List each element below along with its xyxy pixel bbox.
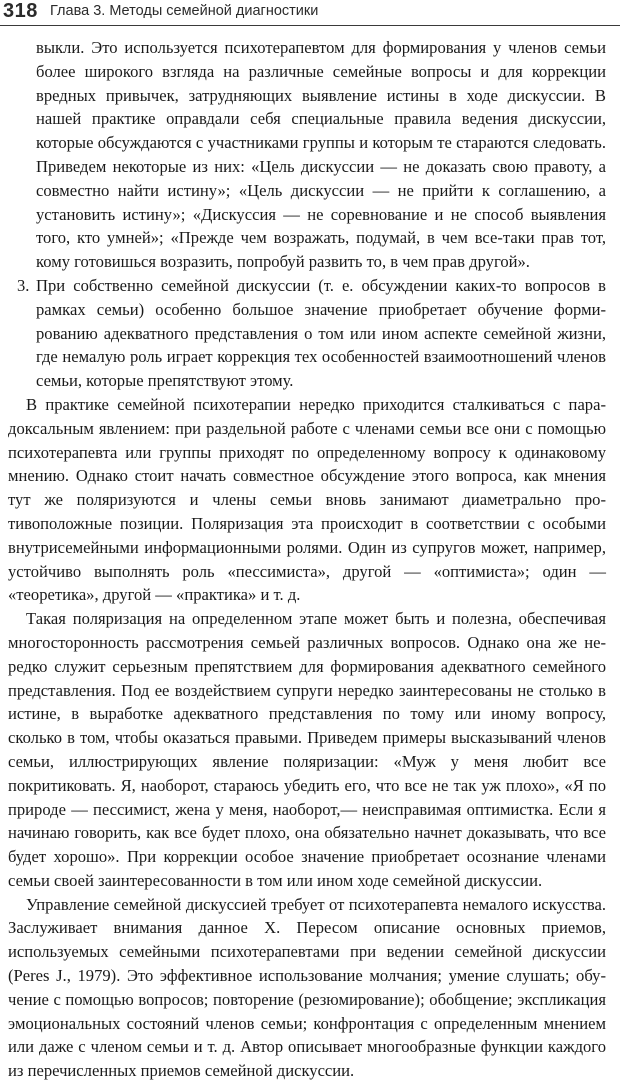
paragraph: В практике семейной психотерапии нередко приходится сталкиваться с парадоксальным явлением: при раздельной работе с членами семьи все они с помощью психотерапевта или группы приходят по определенному вопросу к одинаковому мнению. Однако стоит начать совместное обсуждение этого вопроса, как мнения тут же поляризуются и члены семьи вновь занимают диаметрально противоположные позиции. Поляризация эта происходит в соответствии с особыми внутрисемейными информационными ролями. Один из супругов может, например, устойчиво выполнять роль «пессимиста», другой — «оптимиста»; один — «теоретика», другой — «практика» и т. д.: [8, 394, 606, 605]
page-body: [8, 36, 606, 1083]
paragraph: Такая поляризация на определенном этапе может быть и полезна, обеспечивая многосторонность рассмотрения семьей различных вопросов. Однако она же нередко служит серьезным препятствием для формирования адекватного семейного представления. Под ее воздействием супруги нередко заинтересованы не столько в истине, в выработке адекватного представления по тому или иному вопросу, сколько в том, чтобы оказаться правыми. Приведем примеры высказываний членов семьи, иллюстрирующих явление поляризации: «Муж у меня любит все покритиковать. Я, наоборот, стараюсь убедить его, что все не так уж плохо», «Я по природе — пессимист, жена у меня, наоборот,— неисправимая оптимистка. Если я начинаю говорить, как все будет плохо, она обязательно начнет доказывать, что все будет хорошо». При коррекции особое значение приобретает осознание членами семьи своей заинтересованности в том или ином ходе семейной дискуссии.: [8, 609, 606, 890]
running-head: Глава 3. Методы семейной диагностики: [50, 3, 319, 19]
list-item-3: [8, 274, 606, 393]
paragraph: Управление семейной дискуссией требует от психотерапевта немалого искусства. Заслуживает внимания данное Х. Пересом описание основных приемов, используемых семейными психотерапевтами при ведении семейной дискуссии (Peres J., 1979). Это эффективное использование молчания; умение слушать; обучение с помощью вопросов; повторение (резюмирование); обобщение; экспликация эмоциональных состояний членов семьи; конфронтация с определенным мнением или даже с членом семьи и т. д. Автор описывает многообразные функции каждого из перечисленных приемов семейной дискуссии.: [8, 894, 606, 1081]
header-rule: [0, 25, 620, 26]
list-item-text: При собственно семейной дискуссии (т. е. обсуждении каких-то вопросов в рамках семьи) особенно большое значение приобретает обучение формированию адекватного представления о том или ином аспекте семейной жизни, где немалую роль играет коррекция тех особенностей взаимоотношений членов семьи, которые препятствуют этому.: [36, 275, 606, 391]
page-header: [0, 0, 620, 27]
page-number: 318: [3, 0, 38, 22]
list-item-2-continuation: выкли. Это используется психотерапевтом для формирования у членов семьи более широкого взгляда на различные семейные вопросы и для коррекции вредных привычек, затрудняющих выявление истины в ходе дискуссии. В нашей практике оправдали себя специальные правила ведения дискуссии, которые обсуждаются с участниками группы и которым те стараются следовать. Приведем некоторые из них: «Цель дискуссии — не доказать свою правоту, а совместно найти истину»; «Цель дискуссии — не прийти к соглашению, а установить истину»; «Дискуссия — не соревнование и не способ выявления того, кто умней»; «Прежде чем возражать, подумай, в чем все-таки прав тот, кому готовишься возразить, попробуй развить то, в чем прав другой».: [36, 38, 606, 272]
list-item-number: 3.: [17, 275, 30, 295]
